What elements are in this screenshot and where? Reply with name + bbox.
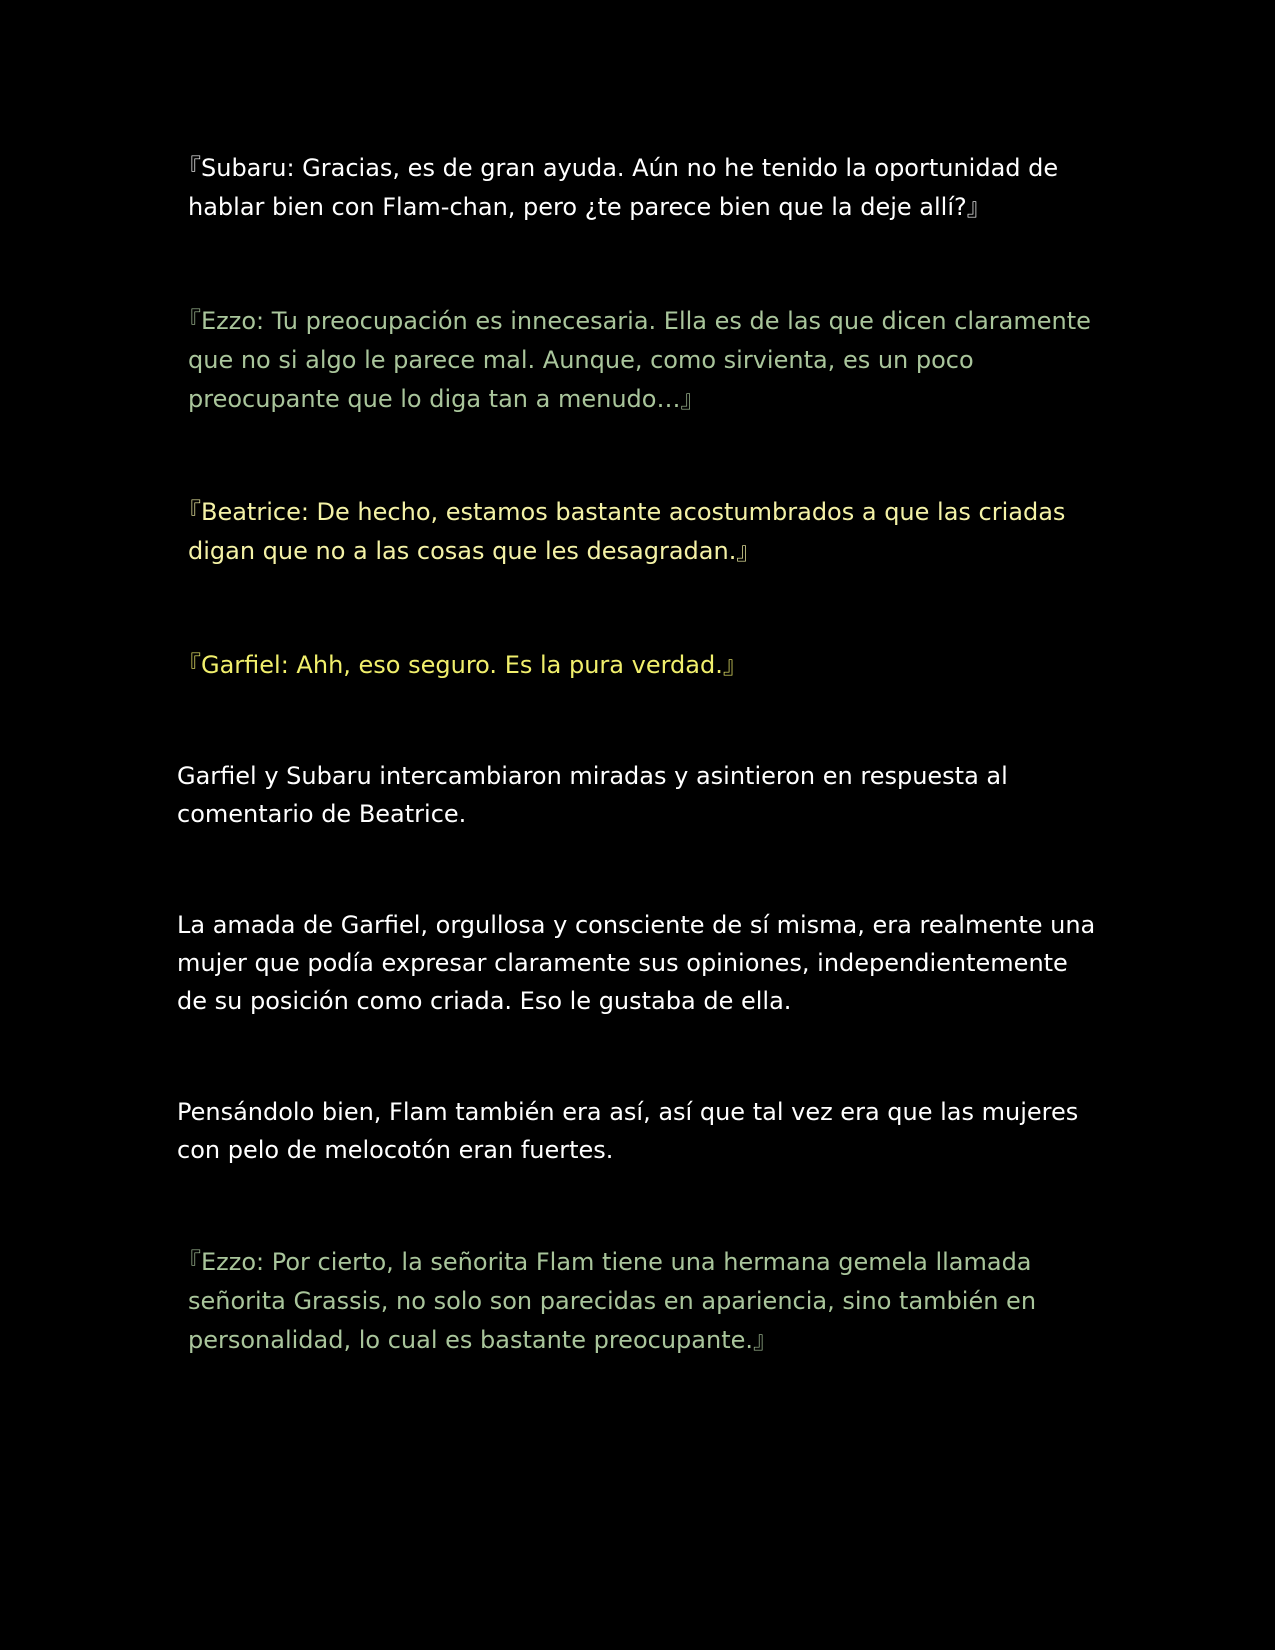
dialogue-ezzo: 『Ezzo: Tu preocupación es innecesaria. Ella es de las que dicen claramente que no si algo le parece mal. Aunque, como sirvienta, es un poco preocupante que lo diga tan a menudo…』 xyxy=(177,307,1091,413)
narration-paragraph: Pensándolo bien, Flam también era así, así que tal vez era que las mujeres con pelo de melocotón eran fuertes. xyxy=(177,1098,1079,1164)
narration-paragraph: La amada de Garfiel, orgullosa y consciente de sí misma, era realmente una mujer que podía expresar claramente sus opiniones, independientemente de su posición como criada. Eso le gustaba de ella. xyxy=(177,911,1096,1015)
dialogue-beatrice: 『Beatrice: De hecho, estamos bastante acostumbrados a que las criadas digan que no a las cosas que les desagradan.』 xyxy=(177,498,1066,565)
narration-paragraph: Garfiel y Subaru intercambiaron miradas y asintieron en respuesta al comentario de Beatrice. xyxy=(177,762,1008,828)
dialogue-subaru: 『Subaru: Gracias, es de gran ayuda. Aún no he tenido la oportunidad de hablar bien con Flam-chan, pero ¿te parece bien que la deje allí?』 xyxy=(177,154,1059,221)
dialogue-ezzo: 『Ezzo: Por cierto, la señorita Flam tiene una hermana gemela llamada señorita Grassis, no solo son parecidas en apariencia, sino también en personalidad, lo cual es bastante preocupante.』 xyxy=(177,1248,1037,1354)
dialogue-garfiel: 『Garfiel: Ahh, eso seguro. Es la pura verdad.』 xyxy=(177,651,747,679)
